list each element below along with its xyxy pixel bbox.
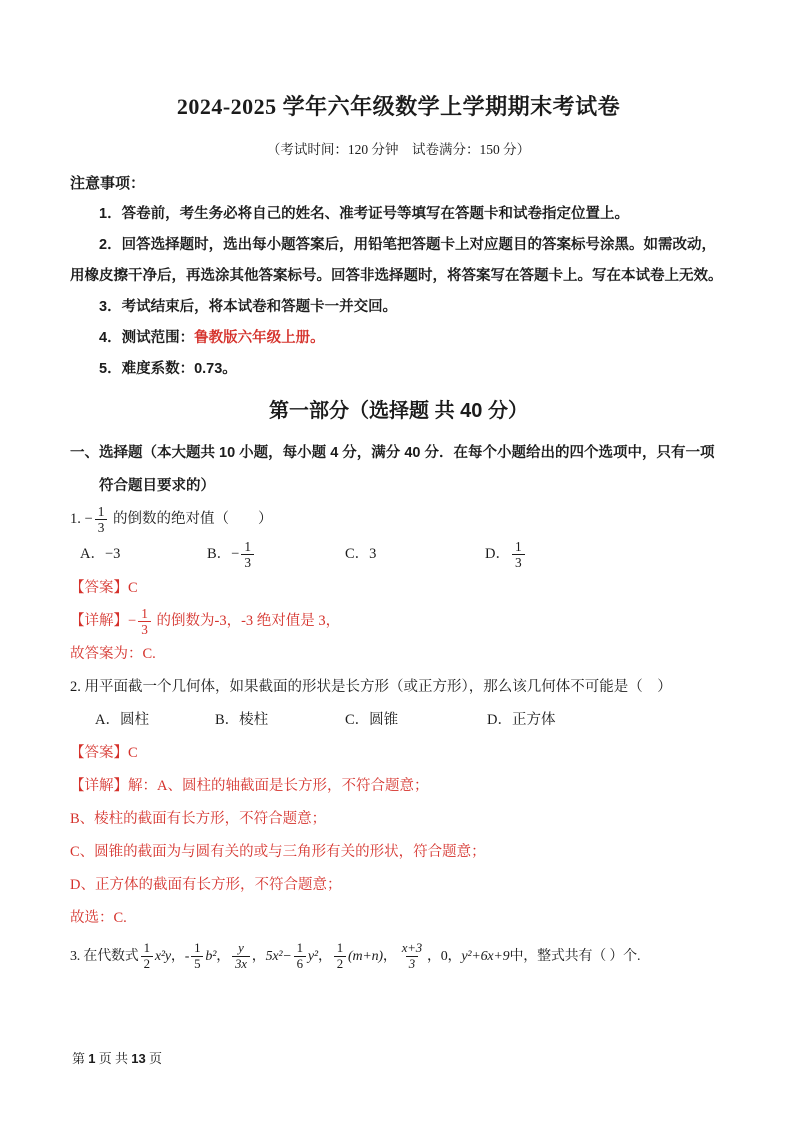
option-d: D．正方体: [487, 712, 556, 728]
fraction: $\frac{1}{2}$: [141, 941, 153, 972]
q1-stem-text: 的倒数的绝对值（ ）: [109, 511, 273, 527]
total-pages: 13: [131, 1051, 146, 1066]
q3-text: 3. 在代数式: [70, 949, 139, 964]
explain-line-q2: [70, 770, 727, 803]
fraction: $\frac{1}{2}$: [334, 941, 346, 972]
option-c: C．3: [345, 546, 377, 562]
notice-item-4: [70, 323, 727, 354]
page-footer: 第 1 页 共 13 页: [72, 1051, 162, 1066]
option-d: D． $\frac{1}{3}$: [485, 536, 527, 572]
fraction: $\frac{x+3}{3}$: [401, 941, 422, 972]
answer-value: C: [128, 580, 138, 596]
options-row-q1: [70, 536, 727, 572]
fraction: $\frac{1}{6}$: [294, 941, 306, 972]
explain-text: 解：A、圆柱的轴截面是长方形，不符合题意；: [128, 778, 429, 794]
option-b: B．− $\frac{1}{3}$: [207, 536, 345, 572]
answer-line-q2: [70, 737, 727, 770]
notice-item-4-scope: 鲁教版六年级上册。: [194, 330, 325, 346]
conclusion-line-q1: 故答案为：C.: [70, 646, 156, 662]
exam-meta-line: （考试时间：120 分钟 试卷满分：150 分）: [266, 142, 531, 157]
explain-line: B、棱柱的截面有长方形，不符合题意；: [70, 811, 327, 827]
q3-expr: (m+n): [348, 949, 383, 964]
answer-line-q1: [70, 572, 727, 605]
answer-label: 【答案】: [70, 580, 128, 596]
option-a: A．−3: [80, 546, 121, 562]
notice-item-5: 5．难度系数：0.73。: [99, 361, 237, 377]
q3-text-end: 中，整式共有（ ）个.: [509, 949, 641, 964]
explain-line: C、圆锥的截面为与圆有关的或与三角形有关的形状，符合题意；: [70, 844, 486, 860]
q3-expr: y²: [307, 949, 318, 964]
notice-item-1: 1．答卷前，考生务必将自己的姓名、准考证号等填写在答题卡和试卷指定位置上。: [99, 206, 630, 222]
question-1-stem: [70, 503, 727, 536]
notice-item-2: 2．回答选择题时，选出每小题答案后，用铅笔把答题卡上对应题目的答案标号涂黑。如需改动，用橡皮擦干净后，再选涂其他答案标号。回答非选择题时，将答案写在答题卡上。写在本试卷上无效。: [70, 237, 723, 284]
explain-label: 【详解】: [70, 778, 128, 794]
explain-label: 【详解】: [70, 613, 128, 629]
choice-section-heading: 一、选择题（本大题共 10 小题，每小题 4 分，满分 40 分．在每个小题给出的四个选项中，只有一项符合题目要求的）: [70, 445, 715, 494]
explain-line-q1: 【详解】− $\frac{1}{3}$ 的倒数为-3，-3 绝对值是 3，: [70, 605, 341, 638]
notice-item-4-label: 4．测试范围：: [99, 330, 195, 346]
explain-line: D、正方体的截面有长方形，不符合题意；: [70, 877, 342, 893]
q1-minus-sign: −: [84, 511, 93, 527]
notice-item-3: 3．考试结束后，将本试卷和答题卡一并交回。: [99, 299, 398, 315]
question-3-stem: 3. 在代数式 $\frac{1}{2}$ x²y，- $\frac{1}{5}$ b²， $\frac{y}{3x}$ ，5x²− $\frac{1}{6}$ y²， $\frac{1}{2}$ (m+n)， $\frac{x+3}{3}$ ，0，y²+6x+9中，整式共有（ ）个.: [70, 941, 641, 972]
part1-title: 第一部分（选择题 共 40 分）: [269, 400, 528, 422]
answer-label: 【答案】: [70, 745, 128, 761]
page-number: 1: [88, 1051, 96, 1066]
q3-expr: x²y: [154, 949, 171, 964]
q3-expr: y²+6x+9: [461, 949, 510, 964]
conclusion-line-q2: 故选：C.: [70, 910, 127, 926]
fraction: $\frac{y}{3x}$: [232, 941, 250, 972]
option-a: A．圆柱: [95, 712, 149, 728]
fraction: $\frac{1}{3}$: [95, 504, 108, 536]
option-c: C．圆锥: [345, 712, 399, 728]
explain-text: 的倒数为-3，-3 绝对值是 3，: [152, 613, 341, 629]
fraction: $\frac{1}{5}$: [191, 941, 203, 972]
answer-value: C: [128, 745, 138, 761]
options-row-q2: [70, 704, 727, 737]
notice-heading: 注意事项：: [70, 175, 146, 192]
q3-expr: 5x²−: [265, 949, 292, 964]
question-2-stem: 2. 用平面截一个几何体，如果截面的形状是长方形（或正方形），那么该几何体不可能是（ ）: [70, 679, 672, 695]
q1-number: 1.: [70, 511, 85, 527]
fraction: $\frac{1}{3}$: [241, 539, 254, 571]
option-b: B．棱柱: [215, 712, 269, 728]
fraction: $\frac{1}{3}$: [138, 606, 151, 638]
q3-expr: b²: [205, 949, 217, 964]
fraction: $\frac{1}{3}$: [512, 539, 525, 571]
page-title: 2024-2025 学年六年级数学上学期期末考试卷: [176, 94, 621, 119]
